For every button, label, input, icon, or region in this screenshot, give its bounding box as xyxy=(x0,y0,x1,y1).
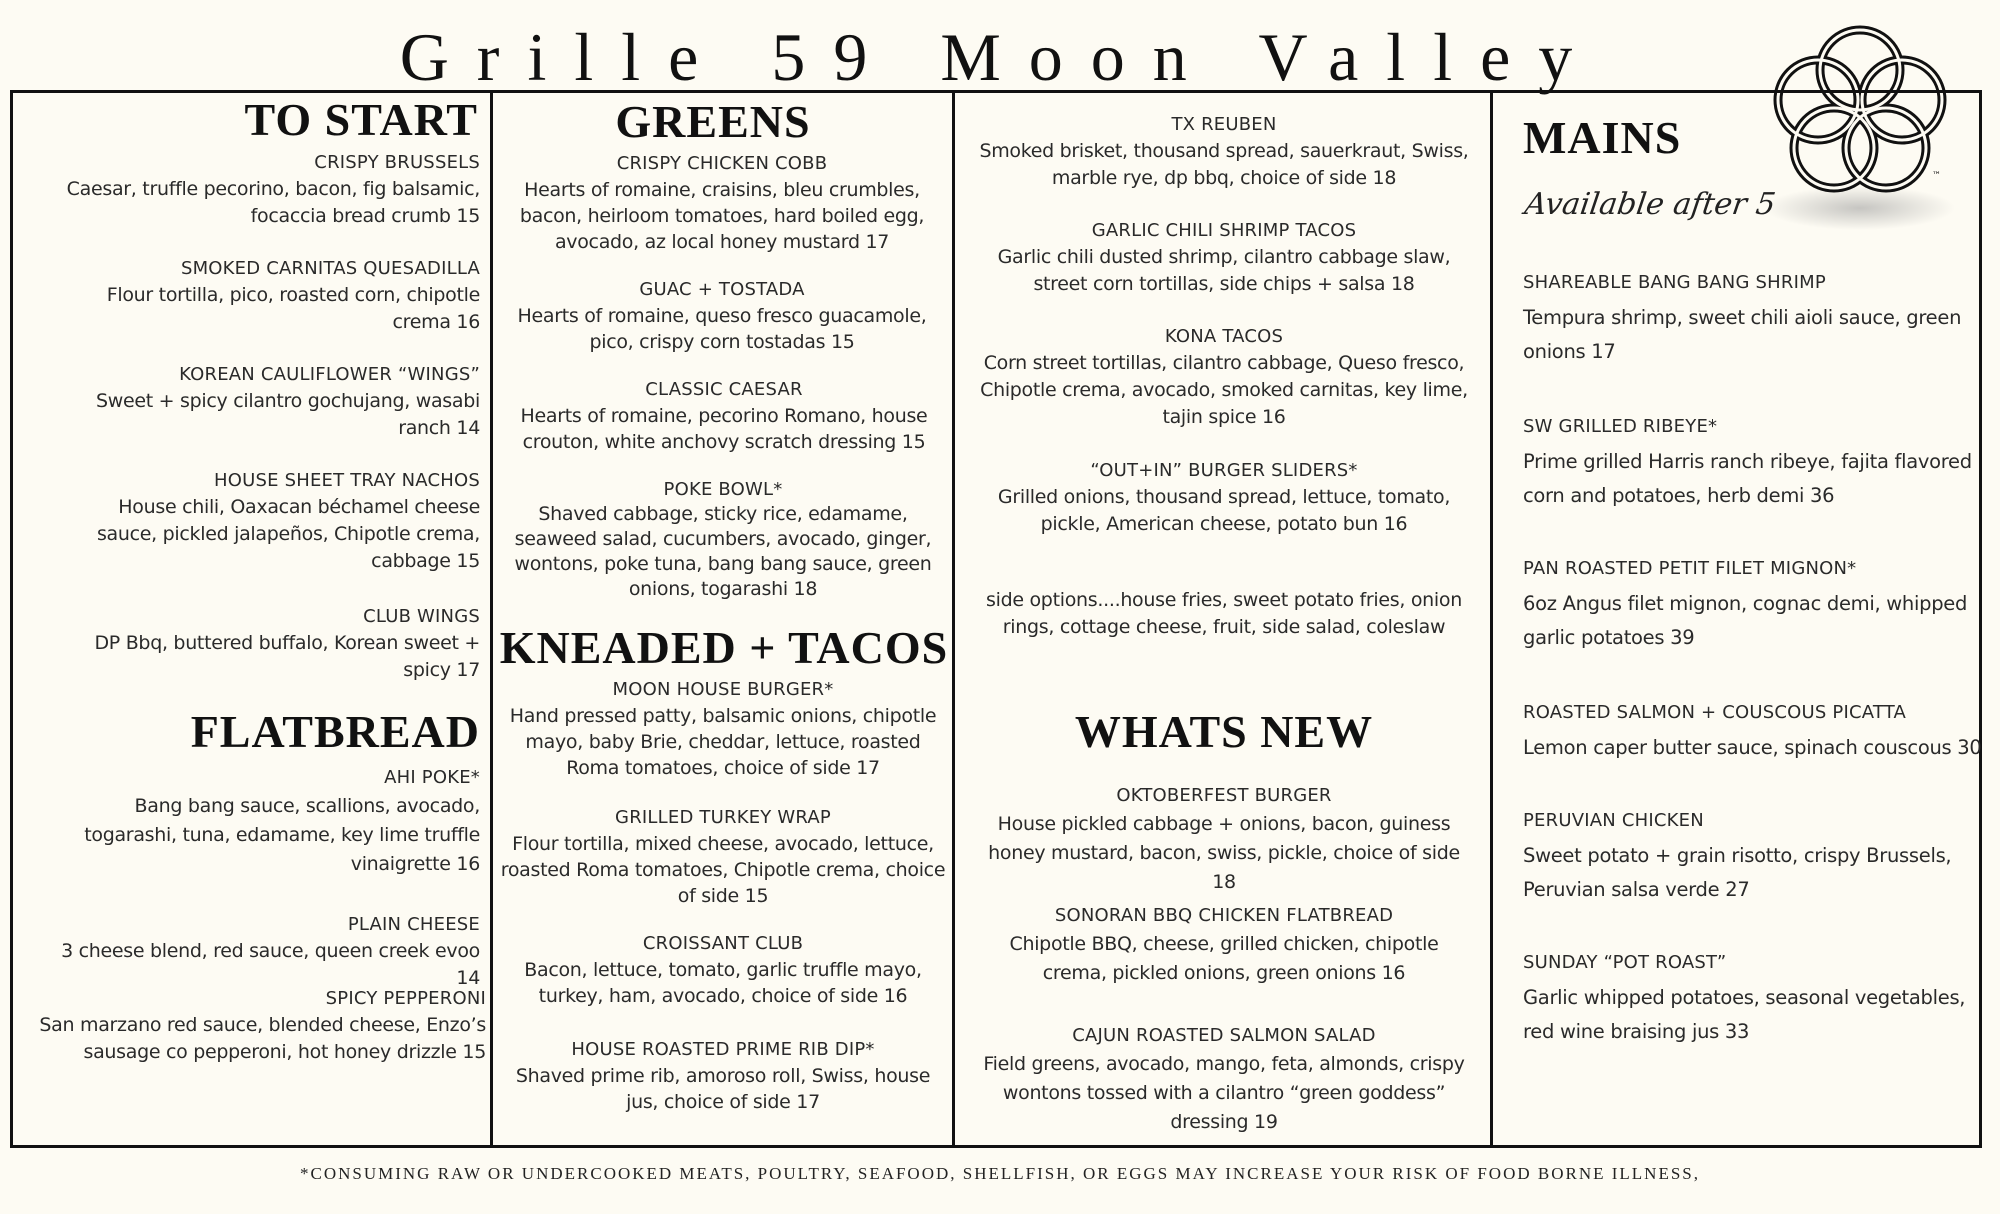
side-options-text: side options....house fries, sweet potato fries, onion rings, cottage cheese, fruit, side salad, coleslaw xyxy=(986,589,1462,638)
restaurant-title: Grille 59 Moon Valley xyxy=(399,19,1601,95)
menu-item: CLASSIC CAESAR Hearts of romaine, pecorino Romano, house crouton, white anchovy scratch dressing 15 xyxy=(520,379,928,453)
menu-item: POKE BOWL* Shaved cabbage, sticky rice, edamame, seaweed salad, cucumbers, avocado, ginger, wontons, poke tuna, bang bang sauce, green onions, togarashi 18 xyxy=(514,479,932,600)
menu-item: CAJUN ROASTED SALMON SALAD Field greens, avocado, mango, feta, almonds, crispy wontons tossed with a cilantro “green goddess” dressing 19 xyxy=(983,1025,1465,1133)
menu-item: ROASTED SALMON + COUSCOUS PICATTA Lemon caper butter sauce, spinach couscous 30 xyxy=(1523,702,1982,759)
menu-item: “OUT+IN” BURGER SLIDERS* Grilled onions, thousand spread, lettuce, tomato, pickle, American cheese, potato bun 16 xyxy=(997,460,1451,535)
trademark-mark: ™ xyxy=(1932,171,1941,181)
heading-kneaded-tacos: KNEADED + TACOS xyxy=(499,622,949,673)
menu-item: PLAIN CHEESE 3 cheese blend, red sauce, queen creek evoo 14 xyxy=(61,914,480,989)
heading-whats-new: WHATS NEW xyxy=(1074,706,1374,757)
column-sandwiches-whats-new xyxy=(955,93,1493,1145)
menu-item: KOREAN CAULIFLOWER “WINGS” Sweet + spicy cilantro gochujang, wasabi ranch 14 xyxy=(96,364,480,439)
menu-item: HOUSE ROASTED PRIME RIB DIP* Shaved prime rib, amoroso roll, Swiss, house jus, choice of side 17 xyxy=(515,1039,931,1113)
menu-item: SPICY PEPPERONI San marzano red sauce, blended cheese, Enzo’s sausage co pepperoni, hot honey drizzle 15 xyxy=(39,988,486,1063)
menu-item: GARLIC CHILI SHRIMP TACOS Garlic chili dusted shrimp, cilantro cabbage slaw, street corn tortillas, side chips + salsa 18 xyxy=(997,220,1451,295)
menu-item: SONORAN BBQ CHICKEN FLATBREAD Chipotle BBQ, cheese, grilled chicken, chipotle crema, pickled onions, green onions 16 xyxy=(1009,905,1439,984)
menu-item: CLUB WINGS DP Bbq, buttered buffalo, Korean sweet + spicy 17 xyxy=(94,606,480,681)
heading-to-start: TO START xyxy=(244,94,478,145)
menu-item: SUNDAY “POT ROAST” Garlic whipped potatoes, seasonal vegetables, red wine braising jus 33 xyxy=(1523,952,1966,1043)
menu-item: CRISPY BRUSSELS Caesar, truffle pecorino, bacon, fig balsamic, focaccia bread crumb 15 xyxy=(66,152,480,227)
menu-item: GRILLED TURKEY WRAP Flour tortilla, mixed cheese, avocado, lettuce, roasted Roma tomatoes, Chipotle crema, choice of side 15 xyxy=(500,807,946,907)
menu-item: OKTOBERFEST BURGER House pickled cabbage + onions, bacon, guiness honey mustard, bacon, swiss, pickle, choice of side 18 xyxy=(988,785,1460,893)
menu-item: AHI POKE* Bang bang sauce, scallions, avocado, togarashi, tuna, edamame, key lime truffle vinaigrette 16 xyxy=(84,767,480,875)
menu-item: TX REUBEN Smoked brisket, thousand spread, sauerkraut, Swiss, marble rye, dp bbq, choice of side 18 xyxy=(979,114,1469,189)
menu-item: SHAREABLE BANG BANG SHRIMP Tempura shrimp, sweet chili aioli sauce, green onions 17 xyxy=(1523,272,1962,363)
heading-flatbread: FLATBREAD xyxy=(190,706,480,757)
menu-item: GUAC + TOSTADA Hearts of romaine, queso fresco guacamole, pico, crispy corn tostadas 15 xyxy=(517,279,927,353)
menu-item: MOON HOUSE BURGER* Hand pressed patty, balsamic onions, chipotle mayo, baby Brie, cheddar, lettuce, roasted Roma tomatoes, choice of side 17 xyxy=(509,679,937,779)
menu-item: CROISSANT CLUB Bacon, lettuce, tomato, garlic truffle mayo, turkey, ham, avocado, choice of side 16 xyxy=(524,933,922,1007)
menu-item: PERUVIAN CHICKEN Sweet potato + grain risotto, crispy Brussels, Peruvian salsa verde 27 xyxy=(1523,810,1952,901)
menu-item: SW GRILLED RIBEYE* Prime grilled Harris ranch ribeye, fajita flavored corn and potatoes, herb demi 36 xyxy=(1523,416,1972,507)
column-greens-kneaded xyxy=(493,93,955,1145)
menu-item: HOUSE SHEET TRAY NACHOS House chili, Oaxacan béchamel cheese sauce, pickled jalapeños, Chipotle crema, cabbage 15 xyxy=(96,470,480,572)
menu-item: PAN ROASTED PETIT FILET MIGNON* 6oz Angus filet mignon, cognac demi, whipped garlic potatoes 39 xyxy=(1523,558,1968,649)
heading-mains: MAINS xyxy=(1523,112,1682,163)
mains-subtitle: Available after 5 xyxy=(1522,187,1778,222)
menu-item: SMOKED CARNITAS QUESADILLA Flour tortilla, pico, roasted corn, chipotle crema 16 xyxy=(106,258,480,333)
heading-greens: GREENS xyxy=(615,96,811,147)
column-to-start-flatbread xyxy=(13,93,493,1145)
food-safety-disclaimer: *CONSUMING RAW OR UNDERCOOKED MEATS, POULTRY, SEAFOOD, SHELLFISH, OR EGGS MAY INCREASE YOUR RISK OF FOOD BORNE ILLNESS, xyxy=(299,1164,1701,1183)
menu-item: KONA TACOS Corn street tortillas, cilantro cabbage, Queso fresco, Chipotle crema, avocado, smoked carnitas, key lime, tajin spice 16 xyxy=(980,326,1468,428)
menu-frame xyxy=(10,90,1982,1148)
menu-item: CRISPY CHICKEN COBB Hearts of romaine, craisins, bleu crumbles, bacon, heirloom tomatoes, hard boiled egg, avocado, az local honey mustard 17 xyxy=(519,153,925,253)
column-mains xyxy=(1493,93,1982,1145)
